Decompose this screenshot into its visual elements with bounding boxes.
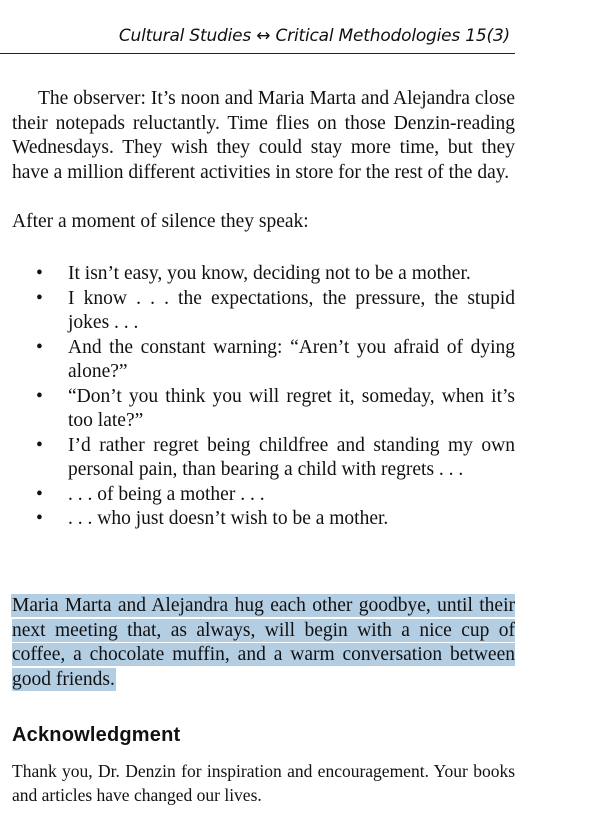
bullet-icon: • [36,336,43,358]
intro-line: After a moment of silence they speak: [12,211,309,232]
dialogue-line: And the constant warning: “Aren’t you afraid of dying alone?” [68,336,515,382]
list-item [12,262,515,287]
bullet-icon: • [36,385,43,407]
closing-paragraph[interactable] [12,594,515,692]
dialogue-line: I know . . . the expectations, the pressure, the stupid jokes . . . [68,287,515,333]
acknowledgment-heading: Acknowledgment [12,724,181,746]
list-item [12,385,515,434]
dialogue-line: . . . of being a mother . . . [68,483,265,505]
bullet-icon: • [36,287,43,309]
dialogue-line: . . . who just doesn’t wish to be a mother. [68,508,389,529]
bullet-icon: • [36,434,43,456]
dialogue-line: “Don’t you think you will regret it, someday, when it’s too late?” [68,385,515,431]
bullet-icon: • [36,263,43,284]
bullet-icon: • [36,483,43,505]
text-selection-highlight[interactable]: Maria Marta and Alejandra hug each other goodbye, until their next meeting that, as always, will begin with a nice cup of coffee, a chocolate muffin, and a warm conversation between good friends. [12,595,515,690]
list-item [12,434,515,483]
header-rule [0,53,515,54]
list-item [12,483,515,508]
list-item [12,507,515,532]
running-head: Cultural Studies ↔ Critical Methodologies 15(3) [118,26,510,46]
list-item [12,287,515,336]
acknowledgment-text: Thank you, Dr. Denzin for inspiration and encouragement. Your books and articles have changed our lives. [12,761,515,805]
observer-paragraph: The observer: It’s noon and Maria Marta and Alejandra close their notepads reluctantly. Time flies on those Denzin-reading Wednesdays. They wish they could stay more time, but they have a million different activities in store for the rest of the day. [12,88,515,183]
dialogue-line: I’d rather regret being childfree and standing my own personal pain, than bearing a child with regrets . . . [68,434,515,480]
dialogue-line: It isn’t easy, you know, deciding not to be a mother. [68,263,471,284]
dialogue-list [12,262,515,532]
bullet-icon: • [36,508,43,529]
list-item [12,336,515,385]
